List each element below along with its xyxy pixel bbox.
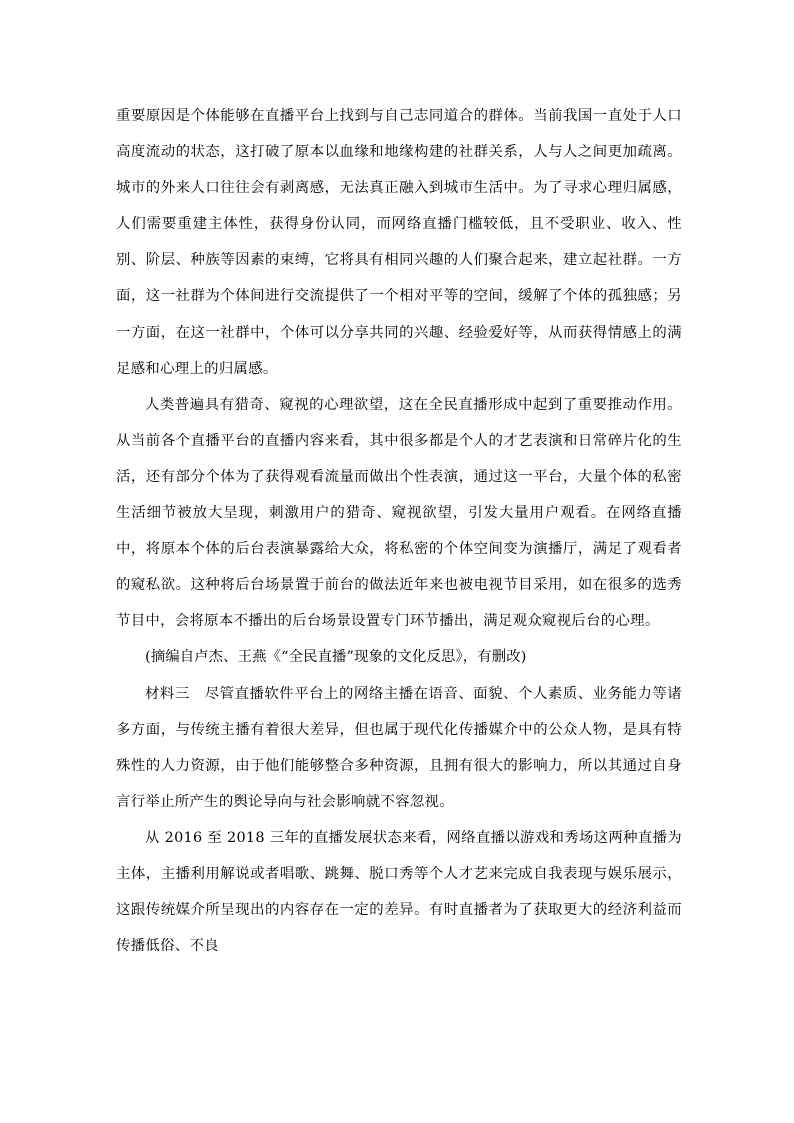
paragraph-material-three: 材料三 尽管直播软件平台上的网络主播在语音、面貌、个人素质、业务能力等诸多方面，与传统主播有着很大差异，但也属于现代化传播媒介中的公众人物，是具有特殊性的人力资源，由于他们能够整合多种资源，且拥有很大的影响力，所以其通过自身言行举止所产生的舆论导向与社会影响就不容忽视。: [116, 685, 682, 810]
source-citation: (摘编自卢杰、王燕《“全民直播”现象的文化反思》，有删改): [145, 649, 527, 666]
paragraph-community-belonging: 重要原因是个体能够在直播平台上找到与自己志同道合的群体。当前我国一直处于人口高度流动的状态，这打破了原本以血缘和地缘构建的社群关系，人与人之间更加疏离。城市的外来人口往往会有剥离感，无法真正融入到城市生活中。为了寻求心理归属感，人们需要重建主体性，获得身份认同，而网络直播门槛较低，且不受职业、收入、性别、阶层、种族等因素的束缚，它将具有相同兴趣的人们聚合起来，建立起社群。一方面，这一社群为个体间进行交流提供了一个相对平等的空间，缓解了个体的孤独感；另一方面，在这一社群中，个体可以分享共同的兴趣、经验爱好等，从而获得情感上的满足感和心理上的归属感。: [116, 108, 682, 377]
document-body: [116, 98, 682, 964]
paragraph-curiosity-voyeurism: 人类普遍具有猎奇、窥视的心理欲望，这在全民直播形成中起到了重要推动作用。从当前各个直播平台的直播内容来看，其中很多都是个人的才艺表演和日常碎片化的生活，还有部分个体为了获得观看流量而做出个性表演，通过这一平台，大量个体的私密生活细节被放大呈现，刺激用户的猎奇、窥视欲望，引发大量用户观看。在网络直播中，将原本个体的后台表演暴露给大众，将私密的个体空间变为演播厅，满足了观看者的窥私欲。这种将后台场景置于前台的做法近年来也被电视节目采用，如在很多的选秀节目中，会将原本不播出的后台场景设置专门环节播出，满足观众窥视后台的心理。: [116, 396, 682, 630]
paragraph-live-streaming-development: 从 2016 至 2018 三年的直播发展状态来看，网络直播以游戏和秀场这两种直播为主体，主播利用解说或者唱歌、跳舞、脱口秀等个人才艺来完成自我表现与娱乐展示，这跟传统媒介所呈现出的内容存在一定的差异。有时直播者为了获取更大的经济利益而传播低俗、不良: [116, 829, 682, 955]
